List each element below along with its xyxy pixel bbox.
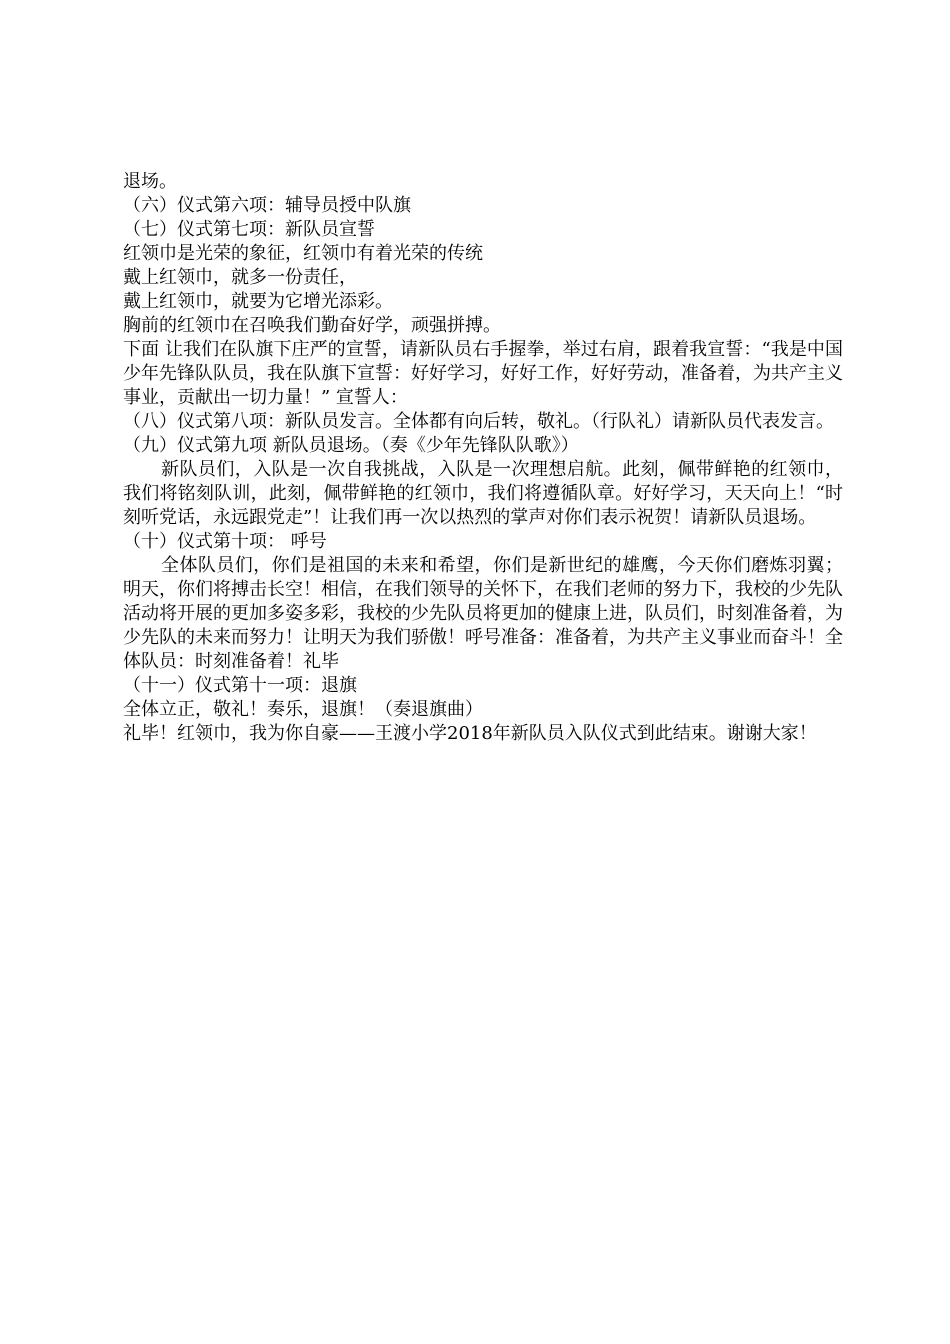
heading-item-6: （六）仪式第六项：辅导员授中队旗 — [123, 195, 411, 216]
paragraph-exit: 退场。 — [123, 171, 177, 192]
heading-item-10: （十）仪式第十项： 呼号 — [123, 531, 327, 552]
heading-item-7: （七）仪式第七项：新队员宣誓 — [123, 219, 375, 240]
paragraph-closing: 礼毕！红领巾，我为你自豪——王渡小学2018年新队员入队仪式到此结束。谢谢大家！ — [123, 723, 817, 744]
paragraph-all-members: 全体队员们，你们是祖国的未来和希望，你们是新世纪的雄鹰，今天你们磨炼羽翼；明天，你们将搏击长空！相信，在我们领导的关怀下，在我们老师的努力下，我校的少先队活动将开展的更加多姿多彩，我校的少先队员将更加的健康上进，队员们，时刻准备着，为少先队的未来而努力！让明天为我们骄傲！呼号准备：准备着，为共产主义事业而奋斗！全体队员：时刻准备着！礼毕 — [123, 555, 843, 672]
paragraph-red-scarf-2: 戴上红领巾，就多一份责任， — [123, 267, 357, 288]
paragraph-new-members: 新队员们，入队是一次自我挑战，入队是一次理想启航。此刻，佩带鲜艳的红领巾，我们将铭刻队训，此刻，佩带鲜艳的红领巾，我们将遵循队章。好好学习，天天向上！“时刻听党话，永远跟党走”！让我们再一次以热烈的掌声对你们表示祝贺！请新队员退场。 — [123, 459, 843, 528]
paragraph-flag-retire: 全体立正，敬礼！奏乐，退旗！（奏退旗曲） — [123, 699, 483, 720]
heading-item-9: （九）仪式第九项 新队员退场。（奏《少年先锋队队歌》） — [123, 435, 579, 456]
document-body — [123, 170, 843, 746]
paragraph-red-scarf-4: 胸前的红领巾在召唤我们勤奋好学，顽强拼搏。 — [123, 315, 501, 336]
paragraph-red-scarf-3: 戴上红领巾，就要为它增光添彩。 — [123, 291, 393, 312]
paragraph-red-scarf-1: 红领巾是光荣的象征，红领巾有着光荣的传统 — [123, 243, 483, 264]
paragraph-oath: 下面 让我们在队旗下庄严的宣誓，请新队员右手握拳，举过右肩，跟着我宣誓：“我是中国少年先锋队队员，我在队旗下宣誓：好好学习，好好工作，好好劳动，准备着，为共产主义事业，贡献出一切力量！” 宣誓人： — [123, 339, 843, 408]
heading-item-8: （八）仪式第八项：新队员发言。全体都有向后转，敬礼。（行队礼）请新队员代表发言。 — [123, 411, 834, 432]
heading-item-11: （十一）仪式第十一项：退旗 — [123, 675, 357, 696]
